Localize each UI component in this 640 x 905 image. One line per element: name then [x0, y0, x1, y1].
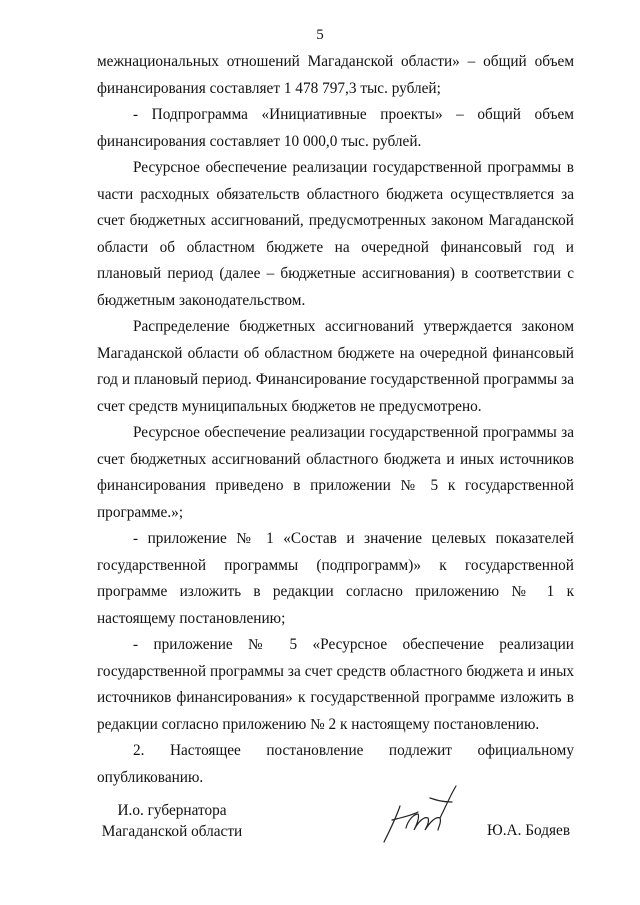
signature-block: [0, 800, 640, 880]
signatory-name: Ю.А. Бодяев: [487, 822, 571, 839]
signatory-title: [97, 800, 247, 842]
page-number: 5: [316, 27, 324, 43]
paragraph-financing-subprogram-end: межнациональных отношений Магаданской области» – общий объем финансирования составляет 1 478 797,3 тыс. рублей;: [97, 53, 574, 97]
handwritten-signature: [370, 784, 460, 846]
paragraph-resource-provision: Ресурсное обеспечение реализации государственной программы в части расходных обязательств областного бюджета осуществляется за счет бюджетных ассигнований, предусмотренных законом Магаданской области об областном бюджете на очередной финансовый год и плановый период (далее – бюджетные ассигнования) в соответствии с бюджетным законодательством.: [97, 159, 574, 309]
paragraph-initiative-projects: - Подпрограмма «Инициативные проекты» – общий объем финансирования составляет 10 000,0 тыс. рублей.: [97, 106, 574, 150]
paragraph-appendix-5-amendment: - приложение № 5 «Ресурсное обеспечение реализации государственной программы за счет средств областного бюджета и иных источников финансирования» к государственной программе изложить в редакции согласно приложению № 2 к настоящему постановлению.: [97, 636, 574, 733]
signatory-title-line-2: Магаданской области: [101, 823, 243, 840]
document-body: [97, 49, 574, 791]
paragraph-appendix-1-amendment: - приложение № 1 «Состав и значение целевых показателей государственной программы (подпрограмм)» к государственной программе изложить в редакции согласно приложению № 1 к настоящему постановлению;: [97, 530, 574, 627]
paragraph-allocation: Распределение бюджетных ассигнований утверждается законом Магаданской области об областном бюджете на очередной финансовый год и плановый период. Финансирование государственной программы за счет средств муниципальных бюджетов не предусмотрено.: [97, 318, 574, 415]
paragraph-appendix-5-reference: Ресурсное обеспечение реализации государственной программы за счет бюджетных ассигнований областного бюджета и иных источников финансирования приведено в приложении № 5 к государственной программе.»;: [97, 424, 574, 521]
paragraph-publication: 2. Настоящее постановление подлежит официальному опубликованию.: [97, 742, 574, 786]
signatory-title-line-1: И.о. губернатора: [117, 802, 227, 819]
